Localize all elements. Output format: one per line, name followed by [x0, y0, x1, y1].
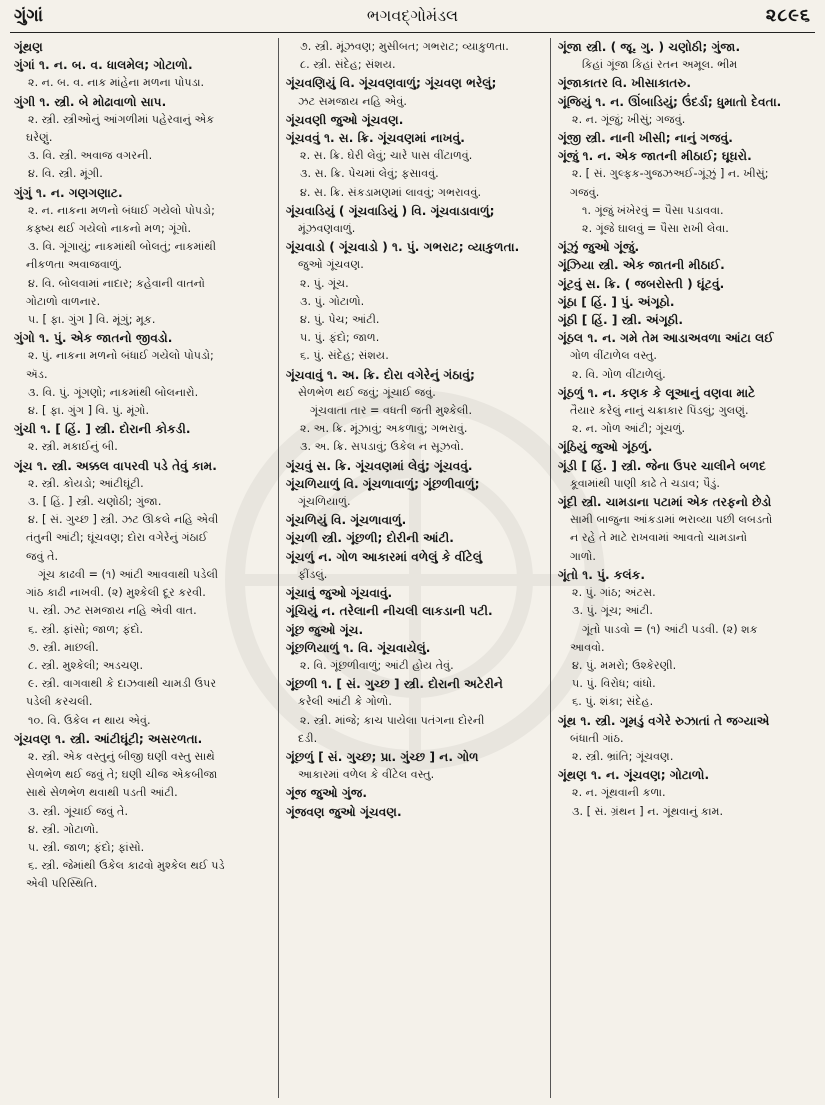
entry-line: ૪. વિ. સ્ત્રી. મૂંગી.: [28, 167, 103, 181]
entry-headword-line: ગૂંચળું ન. ગોળ આકારમાં વળેલું કે વીંટેલું: [286, 549, 483, 564]
entry-headword-line: ગૂંઠા [ હિં. ] પું. અંગૂઠો.: [558, 294, 675, 309]
entry-line: ૪. વિ. બોલવામાં નાદાર; કહેવાની વાતનો: [28, 276, 205, 290]
entry-headword-line: ગૂંછ જુઓ ગૂંચ.: [286, 622, 364, 637]
entry-line: ૩. વિ. પું. ગૂંગણો; નાકમાંથી બોલનારો.: [28, 385, 199, 399]
entry-headword-line: ગૂંચવાવું ૧. અ. ક્રિ. દોરા વગેરેનું ગંઠાવું;: [286, 367, 475, 382]
entry-line: ન રહે તે માટે રાખવામાં આવતો ચામડાનો: [570, 531, 748, 545]
entry-headword-line: ગુંગી ૧. સ્ત્રી. બે મોઢાવાળો સાપ.: [14, 94, 167, 109]
entry-line: ૯. સ્ત્રી. વાગવાથી કે દાઝવાથી ચામડી ઉપર: [28, 677, 217, 691]
entry-line: ઍડ.: [26, 367, 48, 381]
entry-line: કરેલી આંટી કે ગોળો.: [298, 695, 392, 709]
page-header: [0, 0, 825, 34]
dictionary-column-1: [14, 38, 270, 1098]
entry-line: ૨. ન. નાકના મળનો બંધાઈ ગયેલો પોપડો;: [28, 203, 215, 217]
entry-line: ૮. સ્ત્રી. સંદેહ; સંશય.: [300, 58, 396, 72]
entry-line: ૩. વિ. સ્ત્રી. અવાજ વગરની.: [28, 149, 153, 163]
entry-line: તૈયાર કરેલું નાનું ચક્રાકાર પિંડલું; ગુલણું.: [570, 404, 749, 418]
entry-headword-line: ગૂંઝિયા સ્ત્રી. એક જાતની મીઠાઈ.: [558, 258, 725, 273]
entry-line: ગૂંચળિયાળું.: [298, 495, 351, 509]
entry-line: સેળભેળ થઈ જવું; ગૂંચાઈ જવું.: [298, 385, 436, 399]
entry-line: ૨. સ્ત્રી. કોયડો; આંટીઘૂંટી.: [28, 476, 144, 490]
entry-line: ૪. સ્ત્રી. ગોટાળો.: [28, 822, 99, 836]
entry-line: ૬. પું. શંકા; સંદેહ.: [572, 695, 654, 709]
entry-line: ૨. સ્ત્રી. ભ્રાંતિ; ગૂંચવણ.: [572, 749, 674, 763]
entry-line: ૨. [ સં. ગુલ્ફક-ગુજઝઅઈ-ગૂંઝું ] ન. ખીસું;: [572, 167, 769, 181]
entry-headword-line: ગૂંચળી સ્ત્રી. ગૂંછળી; દોરીની આંટી.: [286, 531, 454, 546]
entry-line: ૪. સ. ક્રિ. સંકડામણમાં લાવવું; ગભરાવવું.: [300, 185, 482, 199]
entry-headword-line: ગૂંજા સ્ત્રી. ( જૂ. ગુ. ) ચણોઠી; ગુંજા.: [558, 40, 741, 54]
entry-line: તંતુની આંટી; ઘૂંચવણ; દોરા વગેરેનું ગંઠાઈ: [26, 531, 208, 545]
entry-line: ગાંઠ કાઢી નાખવી. (૨) મુશ્કેલી દૂર કરવી.: [26, 586, 206, 600]
entry-headword-line: ગુંચી ૧. [ હિં. ] સ્ત્રી. દોરાની કોકડી.: [14, 422, 191, 437]
entry-headword-line: ગૂંટવું સ. ક્રિ. ( જબરોસ્તી ) ઘૂંટવું.: [558, 276, 725, 291]
entry-line: એવી પરિસ્થિતિ.: [26, 877, 98, 891]
entry-headword-line: ગૂંચવણ ૧. સ્ત્રી. આંટીઘૂંટી; અસરળતા.: [14, 731, 203, 746]
entry-headword-line: ગૂંજવણ જુઓ ગૂંચવણ.: [286, 804, 402, 819]
entry-line: ૨. સ્ત્રી. એક વસ્તુનું બીજી ઘણી વસ્તુ સાથે: [28, 749, 215, 763]
page-title: ભગવદ્ગોમંડલ: [366, 6, 459, 25]
entry-line: ગૂંચવાતા તાર = વધતી જતી મુશ્કેલી.: [310, 404, 473, 418]
guide-word: ગુંગાં: [14, 6, 43, 26]
entry-line: ૫. સ્ત્રી. ઝટ સમજાય નહિ એવી વાત.: [28, 604, 197, 618]
entry-headword-line: ગૂંચવાડિયું ( ગૂંચવાડિયું ) વિ. ગૂંચવાડાવાળું;: [286, 203, 495, 218]
column-divider: [550, 38, 551, 1098]
entry-headword-line: ગૂંથણ ૧. ન. ગૂંચવણ; ગોટાળો.: [558, 768, 710, 783]
entry-headword-line: ગૂંઠિયું જુઓ ગૂંઠળું.: [558, 440, 653, 455]
entry-line: ગૂંચ કાઢવી = (૧) આંટી આવવાથી પડેલી: [38, 567, 219, 581]
entry-line: ૪. પું. મમરો; ઉશ્કેરણી.: [572, 658, 677, 672]
dictionary-column-2: [286, 38, 542, 1098]
entry-line: ૬. પું. સંદેહ; સંશય.: [300, 349, 389, 363]
entry-line: કફ્ષ્ય થઈ ગયેલો નાકનો મળ; ગૂંગો.: [26, 222, 192, 236]
entry-headword-line: ગૂંચળિયું વિ. ગૂંચળાવાળું.: [286, 513, 407, 528]
entry-headword-line: ગૂંથ ૧. સ્ત્રી. ગૂમડું વગેરે રુઝાતાં તે જગ્યાએ: [558, 713, 770, 728]
entry-headword-line: ગૂંચળિયાળું વિ. ગૂંચળાવાળું; ગૂંછળીવાળું;: [286, 476, 480, 491]
entry-line: ૫. [ ફા. ગુંગ ] વિ. મૂંગું; મૂક.: [28, 313, 156, 327]
entry-line: ૨. સ્ત્રી. મકાઈનું બી.: [28, 440, 118, 454]
entry-line: ઝટ સમજાય નહિ એવું.: [298, 94, 407, 108]
entry-line: ગાળો.: [570, 549, 596, 563]
entry-line: ૪. પું. પેચ; આંટી.: [300, 313, 380, 327]
entry-headword-line: ગૂંદી સ્ત્રી. ચામડાના પટામાં એક તરફનો છેડો: [558, 495, 772, 510]
entry-line: સેળભેળ થઈ જવું તે; ઘણી ચીજ એકબીજા: [26, 768, 218, 782]
entry-line: ૨. પું. નાકના મળનો બંધાઈ ગયેલો પોપડો;: [28, 349, 214, 363]
entry-line: ૩. પું. ગૂંચ; આંટી.: [572, 604, 653, 618]
entry-line: ગોળ વીંટાળેલ વસ્તુ.: [570, 349, 657, 363]
entry-headword-line: ગુંગાં ૧. ન. બ. વ. ધાલમેલ; ગોટાળો.: [14, 58, 193, 73]
dictionary-column-3: [558, 38, 816, 1098]
entry-headword-line: ગૂંઠલ ૧. ન. ગમે તેમ આડાઅવળા આંટા લઈ: [558, 331, 774, 346]
entry-headword-line: ગૂંઝું જુઓ ગૂંજું.: [558, 240, 640, 255]
entry-line: ૫. સ્ત્રી. જાળ; ફંદો; ફાંસો.: [28, 840, 145, 854]
page-number: ૨૮૯૬: [765, 5, 811, 26]
entry-line: આકારમાં વળેલ કે વીંટેલ વસ્તુ.: [298, 768, 435, 782]
entry-line: ૬. સ્ત્રી. જેમાંથી ઉકેલ કાઢવો મુશ્કેલ થઈ પડે: [28, 859, 225, 873]
entry-line: સામી બાજુના આંકડામાં ભરાવ્યા પછી લબડતો: [570, 513, 773, 527]
entry-line: સાથે સેળભેળ થવાથી પડતી આંટી.: [26, 786, 178, 800]
entry-line: ૫. પું. ફંદો; જાળ.: [300, 331, 380, 345]
entry-line: ૬. સ્ત્રી. ફાંસો; જાળ; ફંદો.: [28, 622, 144, 636]
entry-headword-line: ગૂંતો ૧. પું. કલંક.: [558, 567, 645, 582]
entry-headword-line: ગૂંચવું સ. ક્રિ. ગૂંચવણમાં લેવું; ગૂંચવવું.: [286, 458, 473, 473]
entry-line: ૨. સ. ક્રિ. ઘેરી લેવું; ચારે પાસ વીંટાળવું.: [300, 149, 473, 163]
entry-line: ૩. વિ. ગૂંગાયું; નાકમાંથી બોલતું; નાકમાંથી: [28, 240, 217, 254]
entry-line: ૨. અ. ક્રિ. મૂંઝાવું; અકળાવું; ગભરાવું.: [300, 422, 468, 436]
entry-line: ૨. પું. ગૂંચ.: [300, 276, 349, 290]
entry-headword-line: ગૂંજ જુઓ ગુંજ.: [286, 786, 368, 801]
entry-headword-line: ગુંગો ૧. પું. એક જાતનો જીવડો.: [14, 331, 173, 346]
entry-line: ફીંડલું.: [298, 567, 328, 581]
entry-headword-line: ગૂંજી સ્ત્રી. નાની ખીસી; નાનું ગજવું.: [558, 131, 733, 146]
entry-line: જવું તે.: [26, 549, 59, 563]
entry-line: ૩. [ સં. ગ્રંથન ] ન. ગૂંથવાનું કામ.: [572, 804, 724, 818]
entry-line: ૨. ન. ગૂંથવાની કળા.: [572, 786, 666, 800]
entry-headword-line: ગૂંજું ૧. ન. એક જાતની મીઠાઈ; ઘૂઘરો.: [558, 149, 752, 164]
entry-line: ૩. સ્ત્રી. ગૂંચાઈ જવું તે.: [28, 804, 129, 818]
entry-line: કૂવામાંથી પાણી કાઢે તે ચડાવ; પૈડું.: [570, 476, 720, 490]
entry-line: દડી.: [298, 731, 318, 745]
entry-line: ૪. [ ફા. ગુંગ ] વિ. પું. મૂંગો.: [28, 404, 150, 418]
entry-headword-line: ગૂંડી [ હિં. ] સ્ત્રી. જેના ઉપર ચાલીને બળદ: [558, 458, 766, 473]
entry-line: ૨. ન. ગોળ આંટી; ગૂંચળું.: [572, 422, 686, 436]
entry-headword-line: ગૂંચાવું જુઓ ગૂંચવાવું.: [286, 586, 393, 601]
entry-headword-line: ગૂંઠી [ હિં. ] સ્ત્રી. અંગૂઠી.: [558, 313, 683, 328]
entry-headword-line: ગૂંચ ૧. સ્ત્રી. અક્કલ વાપરવી પડે તેવું કામ.: [14, 458, 217, 473]
entry-headword-line: ગૂંચવાડો ( ગૂંચવાડો ) ૧. પું. ગભરાટ; વ્યાકુળતા.: [286, 240, 520, 255]
entry-headword-line: ગૂંજાકાતર વિ. ખીસાકાતરુ.: [558, 76, 691, 91]
entry-line: ૩. સ. ક્રિ. પેચમાં લેવું; ફસાવવું.: [300, 167, 439, 181]
entry-headword-line: ગૂંચવણિયું વિ. ગૂંચવણવાળું; ગૂંચવણ ભરેલું;: [286, 76, 497, 91]
entry-headword-line: ગૂંછળું [ સં. ગુચ્છ; પ્રા. ગુંચ્છ ] ન. ગોળ: [286, 749, 479, 764]
entry-line: ગજવું.: [570, 185, 600, 199]
entry-line: ૨. સ્ત્રી. માંજે; કાચ પાયેલા પતંગના દોરની: [300, 713, 485, 727]
entry-headword-line: ગૂંચિયું ન. તરેલાની નીચલી લાકડાની પટી.: [286, 604, 493, 619]
entry-headword-line: ગુંગું ૧. ન. ગણગણાટ.: [14, 185, 123, 200]
entry-line: ૨. સ્ત્રી. સ્ત્રીઓનું આંગળીમાં પહેરવાનું એક: [28, 112, 215, 126]
entry-line: પડેલી કરચલી.: [26, 695, 93, 709]
entry-headword-line: ગૂંથણ: [14, 40, 43, 54]
entry-line: ૧. ગૂંજું ખંખેરવું = પૈસા પડાવવા.: [582, 203, 724, 217]
entry-line: ૩. પું. ગોટાળો.: [300, 294, 365, 308]
entry-headword-line: ગૂંચવણી જુઓ ગૂંચવણ.: [286, 112, 404, 127]
entry-line: ૩. [ હિં. ] સ્ત્રી. ચણોઠી; ગુંજા.: [28, 495, 162, 509]
entry-line: ૨. ન. બ. વ. નાક માંહેના મળના પોપડા.: [28, 76, 205, 90]
entry-line: આવવો.: [570, 640, 605, 654]
entry-line: ૨. વિ. ગૂંછળીવાળું; આંટી હોય તેવું.: [300, 658, 454, 672]
entry-line: ૪. [ સં. ગુચ્છ ] સ્ત્રી. ઝટ ઊકલે નહિ એવી: [28, 513, 219, 527]
entry-headword-line: ગૂંછળિયાળું ૧. વિ. ગૂંચવાયેલું.: [286, 640, 431, 655]
entry-line: ઘરેણું.: [26, 131, 53, 145]
entry-line: નીકળતા અવાજવાળું.: [26, 258, 122, 272]
column-divider: [278, 38, 279, 1098]
entry-line: જુઓ ગૂંચવણ.: [298, 258, 364, 272]
entry-headword-line: ગૂંછળી ૧. [ સં. ગુચ્છ ] સ્ત્રી. દોરાની અટેરીને: [286, 677, 503, 692]
entry-line: ગૂંતો પાડવો = (૧) આંટી પડવી. (૨) શક: [582, 622, 758, 636]
entry-line: ગોટાળો વાળનાર.: [26, 294, 101, 308]
entry-line: બંધાતી ગાંઠ.: [570, 731, 624, 745]
entry-line: ૫. પું. વિરોધ; વાંધો.: [572, 677, 656, 691]
entry-line: ૭. સ્ત્રી. મૂંઝવણ; મુસીબત; ગભરાટ; વ્યાકુળતા.: [300, 40, 509, 53]
entry-line: ૩. અ. ક્રિ. સપડાવું; ઉકેલ ન સૂઝવો.: [300, 440, 464, 454]
entry-headword-line: ગૂંઠળું ૧. ન. કણક કે લૂઆનું વણવા માટે: [558, 385, 756, 400]
entry-line: ૮. સ્ત્રી. મુશ્કેલી; અડચણ.: [28, 658, 144, 672]
entry-line: ૧૦. વિ. ઉકેલ ન થાય એવું.: [28, 713, 151, 727]
entry-line: ૨. પું. ગાંઠ; અંટસ.: [572, 586, 656, 600]
entry-line: કિહાં ગૂંજા કિહાં રતન અમૂલ. ભીમ: [582, 58, 738, 72]
entry-headword-line: ગૂંચવવું ૧. સ. ક્રિ. ગૂંચવણમાં નાખવું.: [286, 131, 465, 146]
entry-line: ૨. ગૂંજે ઘાલવું = પૈસા રાખી લેવા.: [582, 222, 729, 236]
header-rule: [10, 32, 815, 33]
entry-line: ૨. ન. ગૂંજું; ખીસું; ગજવું.: [572, 112, 686, 126]
entry-line: મૂંઝવણવાળું.: [298, 222, 356, 236]
entry-line: ૭. સ્ત્રી. માછલી.: [28, 640, 99, 654]
entry-line: ૨. વિ. ગોળ વીંટાળેલું.: [572, 367, 666, 381]
entry-headword-line: ગૂંજિયું ૧. ન. ઊંબાડિયું; ઉંદર્ડા; ધુમાતો દેવતા.: [558, 94, 782, 109]
